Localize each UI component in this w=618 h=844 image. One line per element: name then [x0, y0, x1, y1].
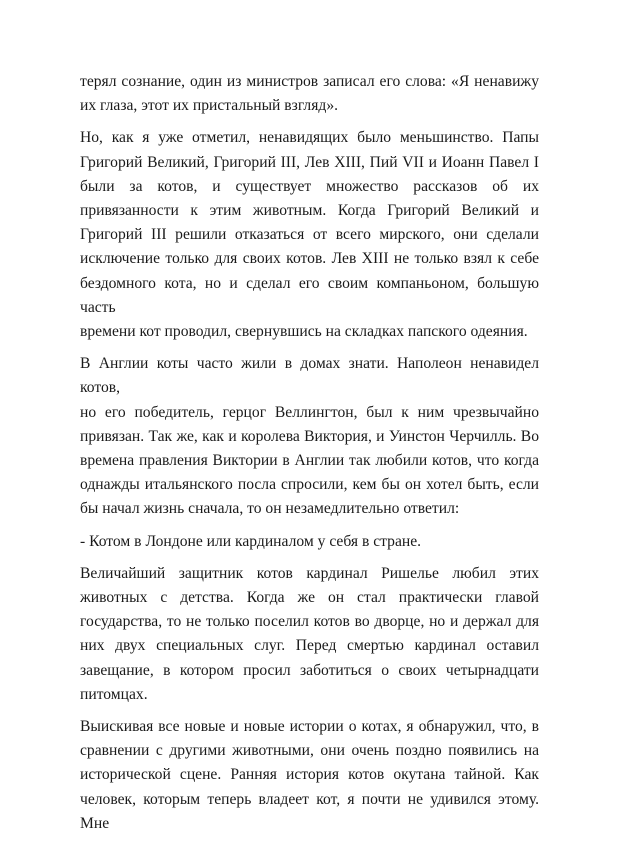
text-line: времена правления Виктории в Англии так любили котов, что когда: [80, 452, 539, 470]
text-line: питомцах.: [80, 685, 148, 703]
text-line: В Англии коты часто жили в домах знати. Наполеон ненавидел котов,: [80, 355, 539, 397]
document-page: [80, 70, 539, 844]
text-line: Величайший защитник котов кардинал Ришелье любил этих: [80, 564, 539, 582]
text-line: них двух специальных слуг. Перед смертью кардинал оставил: [80, 637, 539, 655]
text-line: государства, то не только поселил котов во дворце, но и держал для: [80, 613, 539, 631]
paragraph-5: [80, 562, 539, 707]
text-line: привязанности к этим животным. Когда Григорий Великий и: [80, 202, 539, 220]
text-line: были за котов, и существует множество рассказов об их: [80, 177, 539, 195]
text-line: времени кот проводил, свернувшись на складках папского одеяния.: [80, 323, 528, 341]
text-line: завещание, в котором просил заботиться о своих четырнадцати: [80, 661, 539, 679]
text-line: их глаза, этот их пристальный взгляд».: [80, 97, 339, 115]
text-line: исключение только для своих котов. Лев XIII не только взял к себе: [80, 250, 539, 268]
text-line: Григорий III решили отказаться от всего мирского, они сделали: [80, 226, 539, 244]
text-line: исторической сцене. Ранняя история котов окутана тайной. Как: [80, 766, 539, 784]
text-line: - Котом в Лондоне или кардиналом у себя в стране.: [80, 532, 422, 550]
paragraph-2: [80, 126, 539, 344]
paragraph-3: [80, 352, 539, 521]
text-line: человек, которым теперь владеет кот, я почти не удивился этому. Мне: [80, 790, 539, 832]
text-line: бездомного кота, но и сделал его своим компаньоном, большую часть: [80, 274, 539, 316]
text-line: однажды итальянского посла спросили, кем бы он хотел быть, если: [80, 476, 539, 494]
text-line: Григорий Великий, Григорий III, Лев XIII, Пий VII и Иоанн Павел I: [80, 153, 539, 171]
text-line: животных с детства. Когда же он стал практически главой: [80, 589, 539, 607]
text-line: привязан. Так же, как и королева Виктория, и Уинстон Черчилль. Во: [80, 427, 539, 445]
text-line: терял сознание, один из министров записал его слова: «Я ненавижу: [80, 73, 539, 90]
text-line: Но, как я уже отметил, ненавидящих было меньшинство. Папы: [80, 129, 539, 147]
text-line: сравнении с другими животными, они очень поздно появились на: [80, 742, 539, 760]
text-line: но его победитель, герцог Веллингтон, был к ним чрезвычайно: [80, 403, 539, 421]
paragraph-4: [80, 530, 539, 554]
text-line: бы начал жизнь сначала, то он незамедлительно ответил:: [80, 500, 460, 518]
paragraph-1: [80, 70, 539, 118]
paragraph-6: [80, 715, 539, 836]
text-line: Выискивая все новые и новые истории о котах, я обнаружил, что, в: [80, 718, 539, 736]
